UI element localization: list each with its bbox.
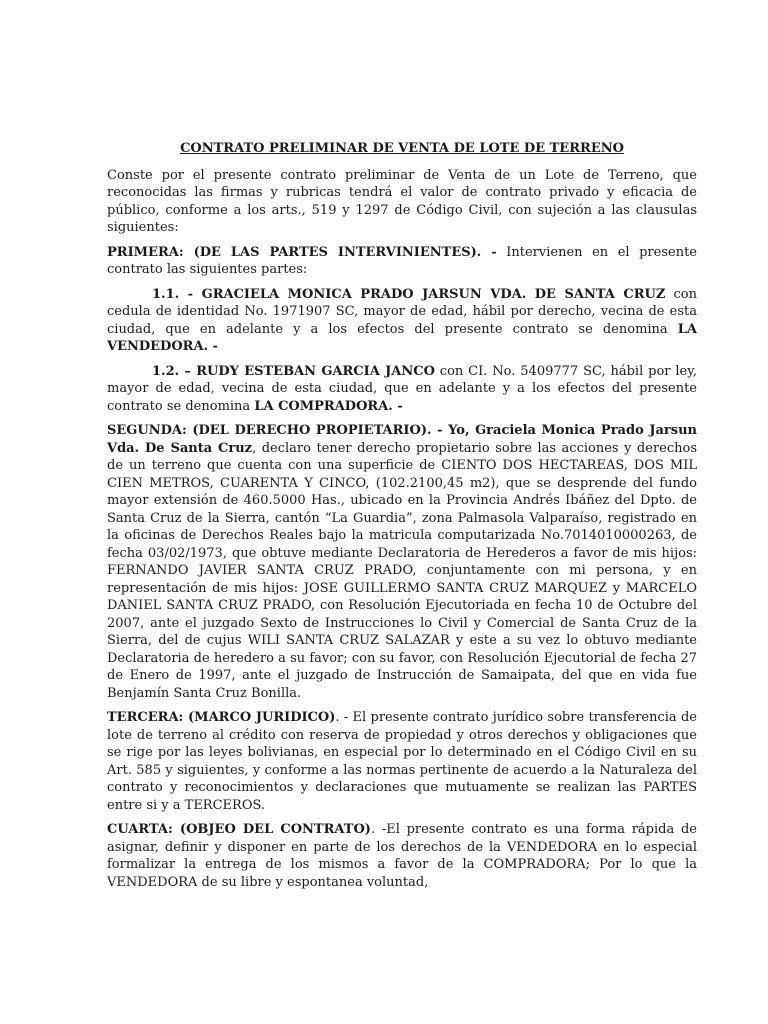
clause-primera-text: Intervienen en el presente contrato las siguientes partes:	[107, 244, 697, 277]
clause-cuarta-text: . -El presente contrato es una forma rápida de asignar, definir y disponer en parte de los derechos de la VENDEDORA en lo especial formalizar la entrega de los mismos a favor de la COMPRADORA; Por lo que la VENDEDORA de su libre y espontanea voluntad,	[107, 822, 697, 890]
party-2-text: con CI. No. 5409777 SC, hábil por ley, mayor de edad, vecina de esta ciudad, que en adelante y a los efectos del presente contrato se denomina	[107, 363, 697, 414]
party-1-text: con cedula de identidad No. 1971907 SC, mayor de edad, hábil por derecho, vecina de esta ciudad, que en adelante y a los efectos del presente contrato se denomina	[107, 286, 697, 337]
clause-segunda-heading: SEGUNDA: (DEL DERECHO PROPIETARIO). - Yo, Graciela Monica Prado Jarsun Vda. De Santa Cruz	[107, 423, 697, 456]
clause-cuarta	[107, 821, 697, 891]
party-1	[107, 286, 697, 356]
party-2	[107, 363, 697, 416]
clause-cuarta-heading: CUARTA: (OBJEO DEL CONTRATO)	[107, 822, 371, 837]
intro-paragraph: Conste por el presente contrato preliminar de Venta de un Lote de Terreno, que reconocidas las firmas y rubricas tendrá el valor de contrato privado y eficacia de público, conforme a los arts., 519 y 1297 de Código Civil, con sujeción a las clausulas siguientes:	[107, 167, 697, 235]
party-1-role: LA VENDEDORA. -	[107, 321, 697, 354]
document-title: CONTRATO PRELIMINAR DE VENTA DE LOTE DE TERRENO	[180, 141, 624, 156]
clause-segunda-text: , declaro tener derecho propietario sobre las acciones y derechos de un terreno que cuenta con una superficie de CIENTO DOS HECTAREAS, DOS MIL CIEN METROS, CUARENTA Y CINCO, (102.2100,45 m2), que se desprende del fundo mayor extensión de 460.5000 Has., ubicado en la Provincia Andrés Ibáñez del Dpto. de Santa Cruz de la Sierra, cantón “La Guardia”, zona Palmasola Valparaíso, registrado en la oficinas de Derechos Reales bajo la matricula computarizada No.7014010000263, de fecha 03/02/1973, que obtuve mediante Declaratoria de Herederos a favor de mis hijos: FERNANDO JAVIER SANTA CRUZ PRADO, conjuntamente con mi persona, y en representación de mis hijos: JOSE GUILLERMO SANTA CRUZ MARQUEZ y MARCELO DANIEL SANTA CRUZ PRADO, con Resolución Ejecutoriada en fecha 10 de Octubre del 2007, ante el juzgado Sexto de Instrucciones lo Civil y Comercial de Santa Cruz de la Sierra, del de cujus WILI SANTA CRUZ SALAZAR y este a su vez lo obtuvo mediante Declaratoria de heredero a su favor; con su favor, con Resolución Ejecutorial de fecha 27 de Enero de 1997, ante el juzgado de Instrucción de Samaipata, del que en vida fue Benjamín Santa Cruz Bonilla.	[107, 440, 698, 701]
party-1-heading: 1.1. - GRACIELA MONICA PRADO JARSUN VDA. DE SANTA CRUZ	[152, 286, 666, 302]
document-page	[107, 140, 697, 898]
party-2-heading: 1.2. – RUDY ESTEBAN GARCIA JANCO	[152, 363, 435, 379]
clause-tercera	[107, 709, 697, 814]
clause-segunda	[107, 422, 697, 702]
clause-tercera-text: . - El presente contrato jurídico sobre transferencia de lote de terreno al crédito con reserva de propiedad y otros derechos y obligaciones que se rige por las leyes bolivianas, en especial por lo determinado en el Código Civil en su Art. 585 y siguientes, y conforme a las normas pertinente de acuerdo a la Naturaleza del contrato y reconocimientos y declaraciones que mutuamente se realizan las PARTES entre si y a TERCEROS.	[107, 710, 697, 813]
party-2-role: LA COMPRADORA. -	[254, 398, 403, 414]
clause-primera	[107, 244, 697, 279]
clause-primera-heading: PRIMERA: (DE LAS PARTES INTERVINIENTES). -	[107, 244, 497, 260]
clause-tercera-heading: TERCERA: (MARCO JURIDICO)	[107, 710, 336, 725]
